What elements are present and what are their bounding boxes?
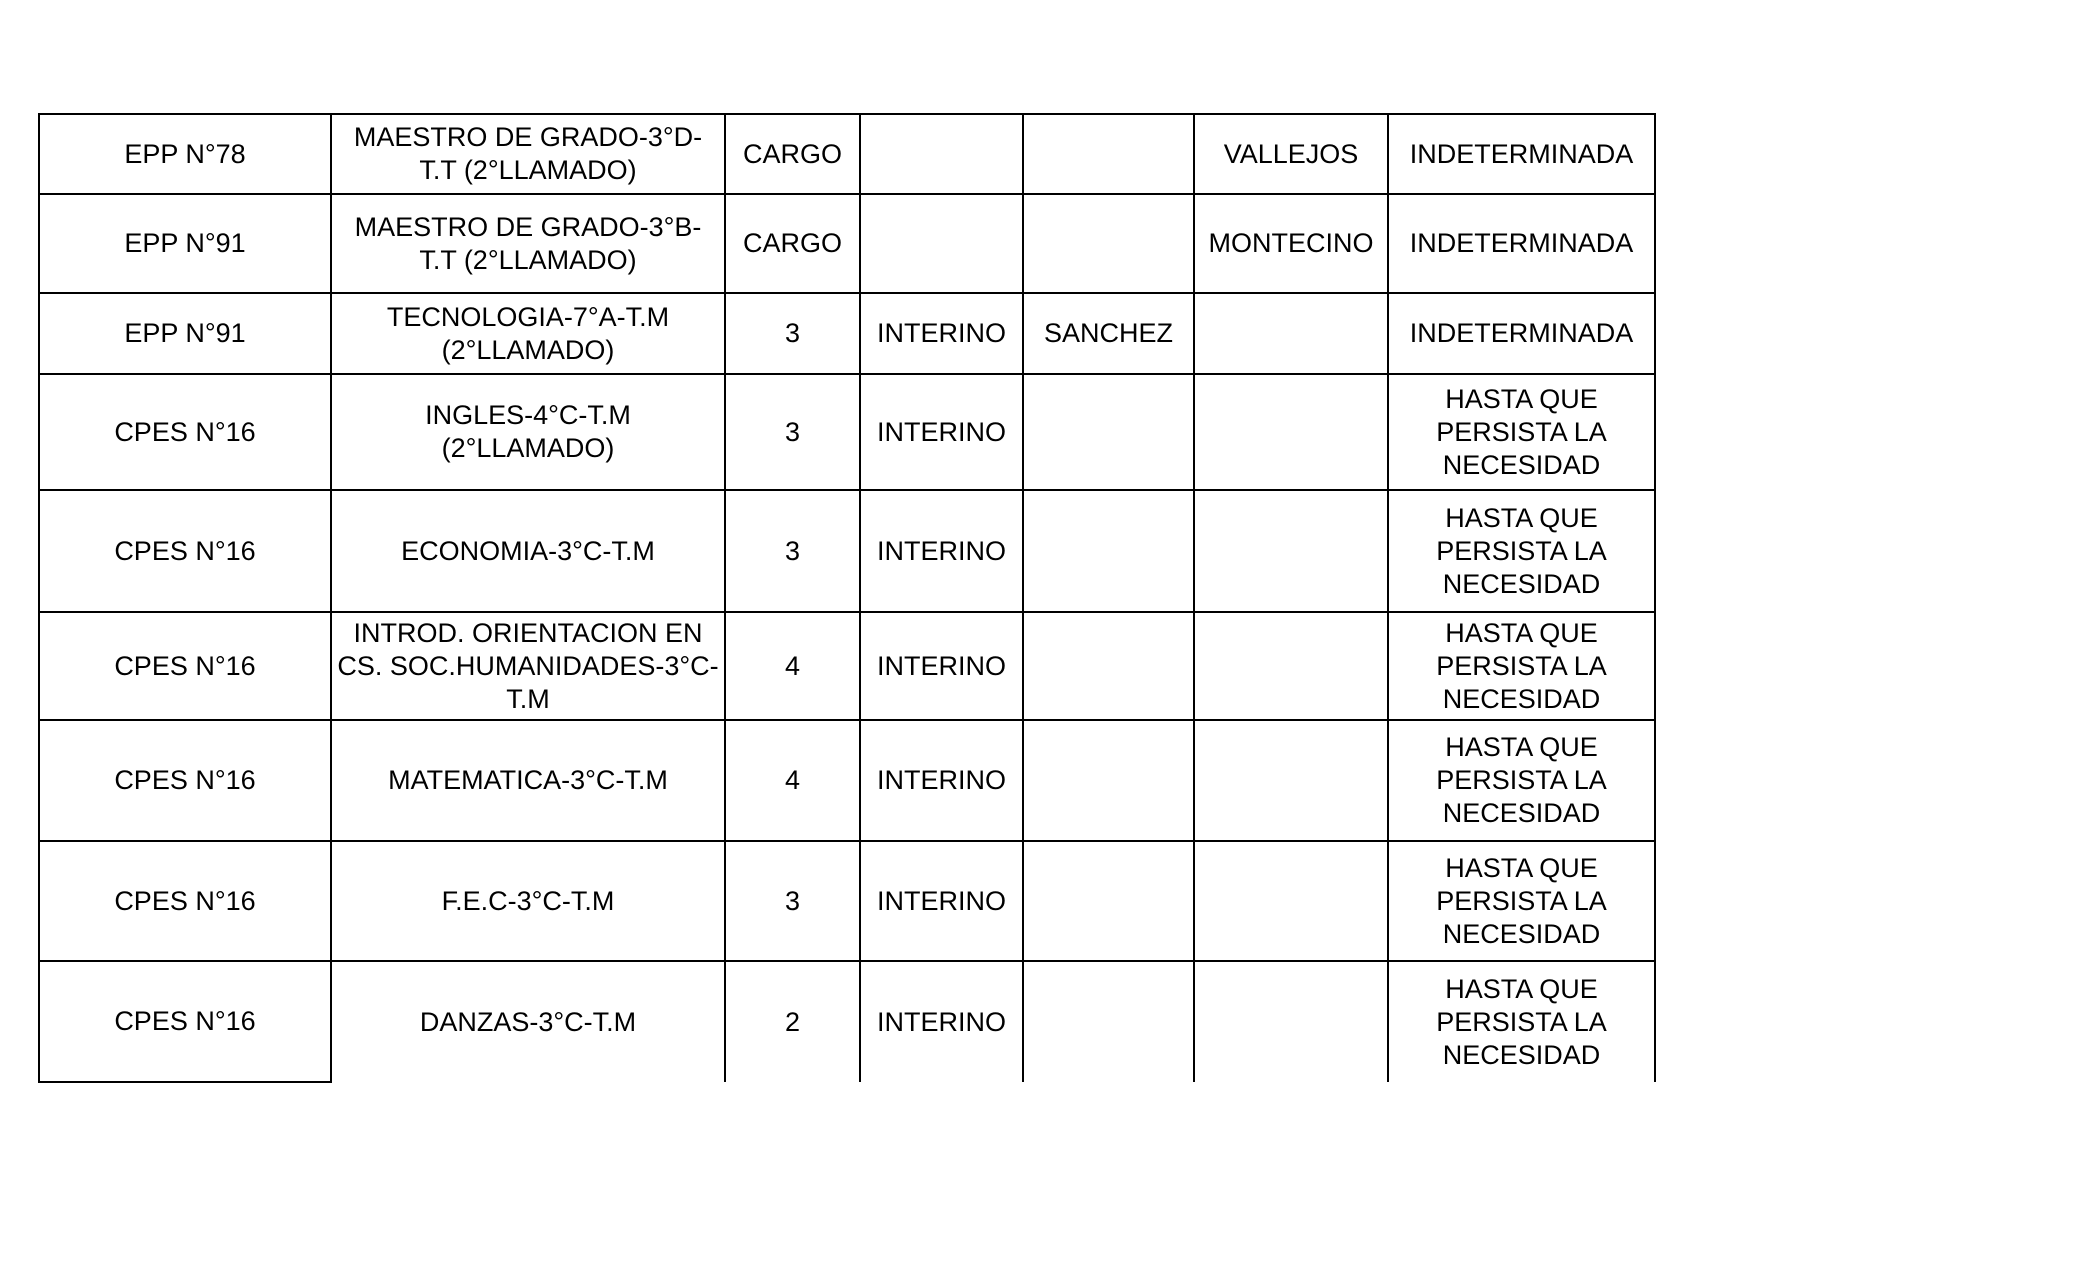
school-cell: CPES N°16 [39,961,331,1082]
table-row [39,374,1655,490]
duration-cell: HASTA QUE PERSISTA LA NECESIDAD [1388,841,1655,961]
assignments-table [38,113,1656,1083]
subject-cell: MAESTRO DE GRADO-3°D- T.T (2°LLAMADO) [331,114,725,194]
status-cell: INTERINO [860,720,1023,841]
name-cell [1023,490,1194,612]
name-cell [1023,612,1194,720]
school-cell: EPP N°91 [39,293,331,374]
duration-cell: INDETERMINADA [1388,114,1655,194]
name-cell: SANCHEZ [1023,293,1194,374]
name-cell [1023,194,1194,293]
table-row [39,841,1655,961]
school-cell: CPES N°16 [39,490,331,612]
table-row [39,961,1655,1082]
name-cell [1023,720,1194,841]
duration-cell: HASTA QUE PERSISTA LA NECESIDAD [1388,720,1655,841]
duration-cell: HASTA QUE PERSISTA LA NECESIDAD [1388,612,1655,720]
school-cell: EPP N°78 [39,114,331,194]
replacement-cell [1194,490,1388,612]
duration-cell: INDETERMINADA [1388,194,1655,293]
name-cell [1023,114,1194,194]
duration-cell: INDETERMINADA [1388,293,1655,374]
school-cell: EPP N°91 [39,194,331,293]
subject-cell: ECONOMIA-3°C-T.M [331,490,725,612]
hours-cell: 3 [725,374,860,490]
duration-cell: HASTA QUE PERSISTA LA NECESIDAD [1388,490,1655,612]
status-cell: INTERINO [860,293,1023,374]
table-row [39,194,1655,293]
status-cell [860,114,1023,194]
hours-cell: 4 [725,612,860,720]
school-cell: CPES N°16 [39,720,331,841]
subject-cell: INTROD. ORIENTACION EN CS. SOC.HUMANIDADES-3°C- T.M [331,612,725,720]
hours-cell: 3 [725,841,860,961]
replacement-cell: VALLEJOS [1194,114,1388,194]
status-cell: INTERINO [860,490,1023,612]
hours-cell: 3 [725,490,860,612]
name-cell [1023,961,1194,1082]
replacement-cell [1194,961,1388,1082]
status-cell: INTERINO [860,612,1023,720]
school-cell: CPES N°16 [39,374,331,490]
school-cell: CPES N°16 [39,612,331,720]
table-row [39,490,1655,612]
replacement-cell [1194,841,1388,961]
duration-cell: HASTA QUE PERSISTA LA NECESIDAD [1388,961,1655,1082]
replacement-cell [1194,374,1388,490]
duration-cell: HASTA QUE PERSISTA LA NECESIDAD [1388,374,1655,490]
replacement-cell: MONTECINO [1194,194,1388,293]
subject-cell: DANZAS-3°C-T.M [331,961,725,1082]
status-cell: INTERINO [860,841,1023,961]
hours-cell: CARGO [725,114,860,194]
subject-cell: TECNOLOGIA-7°A-T.M (2°LLAMADO) [331,293,725,374]
subject-cell: MAESTRO DE GRADO-3°B- T.T (2°LLAMADO) [331,194,725,293]
replacement-cell [1194,612,1388,720]
subject-cell: INGLES-4°C-T.M (2°LLAMADO) [331,374,725,490]
replacement-cell [1194,720,1388,841]
table-row [39,720,1655,841]
table-row [39,114,1655,194]
status-cell: INTERINO [860,374,1023,490]
hours-cell: 2 [725,961,860,1082]
replacement-cell [1194,293,1388,374]
hours-cell: 4 [725,720,860,841]
subject-cell: F.E.C-3°C-T.M [331,841,725,961]
status-cell [860,194,1023,293]
subject-cell: MATEMATICA-3°C-T.M [331,720,725,841]
hours-cell: CARGO [725,194,860,293]
table-row [39,612,1655,720]
school-cell: CPES N°16 [39,841,331,961]
name-cell [1023,374,1194,490]
hours-cell: 3 [725,293,860,374]
table-row [39,293,1655,374]
status-cell: INTERINO [860,961,1023,1082]
name-cell [1023,841,1194,961]
